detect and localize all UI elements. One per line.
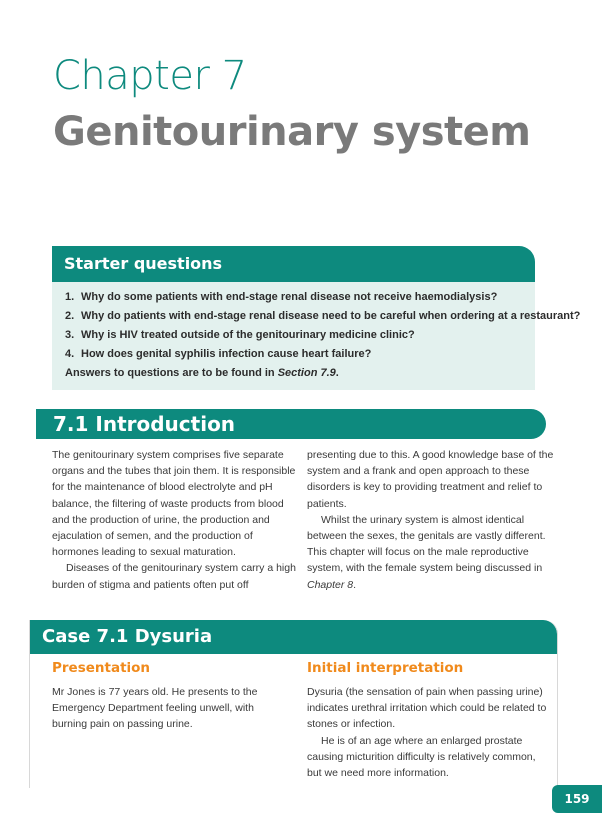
question-number: 4. [65, 348, 75, 360]
paragraph [307, 512, 555, 593]
paragraph-suffix: . [353, 578, 357, 591]
chapter-8-link[interactable]: Chapter 8 [307, 578, 354, 591]
starter-questions-box [52, 246, 581, 390]
presentation-heading: Presentation [52, 660, 151, 676]
answers-note [52, 364, 535, 382]
starter-questions-list [52, 282, 581, 364]
page-number: 159 [552, 785, 602, 813]
question-number: 1. [65, 291, 75, 303]
intro-left-column [52, 447, 300, 593]
interpretation-heading: Initial interpretation [307, 660, 464, 676]
question-text: Why do patients with end-stage renal disease need to be careful when ordering at a restaurant? [81, 310, 581, 322]
starter-question [65, 288, 535, 307]
question-text: How does genital syphilis infection cause heart failure? [81, 348, 372, 360]
question-text: Why is HIV treated outside of the genitourinary medicine clinic? [81, 329, 415, 341]
starter-question [65, 307, 581, 326]
section-heading: 7.1 Introduction [53, 412, 236, 436]
paragraph: He is of an age where an enlarged prostate causing micturition difficulty is relatively common, but we need more information. [307, 734, 536, 780]
section-heading-bar [36, 409, 546, 439]
chapter-number: Chapter 7 [53, 53, 247, 99]
paragraph: Dysuria (the sensation of pain when passing urine) indicates urethral irritation which could be related to stones or infection. [307, 686, 547, 731]
paragraph: Mr Jones is 77 years old. He presents to the Emergency Department feeling unwell, with burning pain on passing urine. [52, 686, 258, 731]
paragraph: The genitourinary system comprises five separate organs and the tubes that join them. It is responsible for the maintenance of blood electrolyte and pH balance, the filtering of waste products from blood and the production of urine, the production and ejaculation of semen, and the production of hormones leading to sexual maturation. [52, 449, 296, 559]
paragraph: Diseases of the genitourinary system carry a high burden of stigma and patients often put off [52, 562, 296, 591]
starter-question [65, 326, 535, 345]
question-number: 3. [65, 329, 75, 341]
chapter-title: Genitourinary system [53, 109, 531, 155]
answers-prefix: Answers to questions are to be found in [65, 367, 278, 379]
interpretation-column [307, 684, 547, 781]
question-text: Why do some patients with end-stage renal disease not receive haemodialysis? [81, 291, 498, 303]
case-box [29, 620, 558, 788]
case-heading: Case 7.1 Dysuria [30, 620, 557, 654]
intro-right-column [307, 447, 555, 593]
paragraph-text: Whilst the urinary system is almost identical between the sexes, the genitals are vastly different. This chapter will focus on the male reproductive system, with the female system being discussed in [307, 513, 546, 575]
answers-section-link[interactable]: Section 7.9 [277, 367, 336, 379]
question-number: 2. [65, 310, 75, 322]
paragraph: presenting due to this. A good knowledge base of the system and a frank and open approach to these disorders is key to providing treatment and relief to patients. [307, 449, 554, 510]
starter-questions-heading: Starter questions [52, 246, 535, 282]
starter-question [65, 345, 535, 364]
answers-suffix: . [335, 367, 339, 379]
presentation-column [52, 684, 288, 733]
